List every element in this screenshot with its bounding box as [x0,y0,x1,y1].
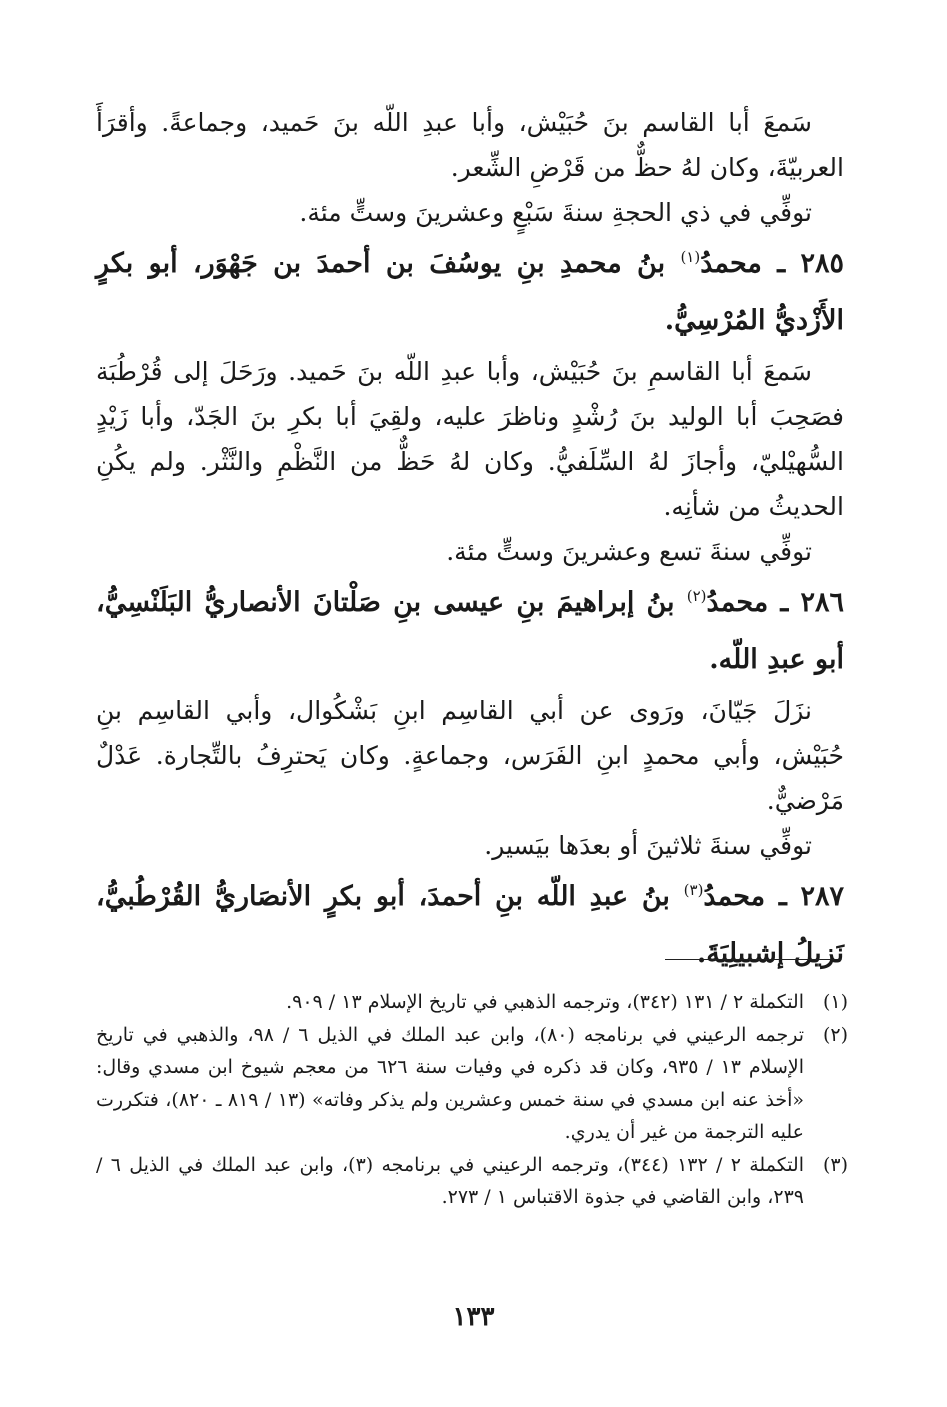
footnote-ref: (١) [680,248,701,266]
entry-name: محمدُ [703,881,766,912]
footnote [96,1149,848,1214]
footnote-separator [665,959,841,960]
entry-number: ٢٨٥ [800,248,844,279]
entry-lineage: بنُ محمدِ بنِ يوسُفَ بن أحمدَ بن جَهْوَر، أبو بكرٍ الأَزْديُّ المُرْسِيُّ. [96,248,844,336]
footnote-ref: (٢) [686,587,707,605]
entry-heading-285: ٢٨٥ ـ محمدُ$^{(١)}$ بنُ محمدِ بنِ يوسُفَ بن أحمدَ بن جَهْوَر، أبو بكرٍ الأَزْديُّ المُرْسِيُّ. [96,248,844,336]
entry-lineage: بنُ عبدِ اللّه بنِ أحمدَ، أبو بكرٍ الأنصَاريُّ القُرْطُبيُّ، نَزيلُ إشبيلِيَةَ. [96,881,844,969]
paragraph: نزَلَ جَيّانَ، ورَوى عن أبي القاسِم ابنِ بَشْكُوال، وأبي القاسِم بنِ حُبَيْش، وأبي محمدٍ ابنِ الفَرَس، وجماعةٍ. وكان يَحترِفُ بالتِّجارة. عَدْلٌ مَرْضيٌّ. [96,696,844,815]
paragraph: سَمعَ أبا القاسمِ بنَ حُبَيْش، وأبا عبدِ اللّه بنَ حَميد. ورَحَلَ إلى قُرْطُبَة فصَحِبَ أبا الوليد بنَ رُشْدٍ وناظرَ عليه، ولقِيَ أبا بكرِ بنَ الجَدّ، وأبا زَيْدٍ السُّهيْليّ، وأجازَ لهُ السِّلَفيُّ. وكان لهُ حَظٌّ من النَّظْمِ والنَّثْر. ولم يكُنِ الحديثُ من شأنِه. [96,357,844,521]
entry-heading-287: ٢٨٧ ـ محمدُ$^{(٣)}$ بنُ عبدِ اللّه بنِ أحمدَ، أبو بكرٍ الأنصَاريُّ القُرْطُبيُّ، نَزيلُ إشبيلِيَةَ. [96,881,844,969]
footnotes [96,986,848,1214]
entry-number: ٢٨٧ [800,881,844,912]
footnote-text: التكملة ٢ / ١٣١ (٣٤٢)، وترجمه الذهبي في تاريخ الإسلام ١٣ / ٩٠٩. [286,991,804,1013]
entry-heading-286: ٢٨٦ ـ محمدُ$^{(٢)}$ بنُ إبراهيمَ بنِ عيسى بنِ صَلْتانَ الأنصاريُّ البَلَنْسِيُّ، أبو عبدِ اللّه. [96,587,844,675]
footnote-number: (٣) [822,1153,848,1176]
footnote-ref: (٣) [683,881,704,899]
entry-name: محمدُ [700,248,762,279]
entry-lineage: بنُ إبراهيمَ بنِ عيسى بنِ صَلْتانَ الأنصاريُّ البَلَنْسِيُّ، أبو عبدِ اللّه. [96,587,844,675]
paragraph: توفِّي سنةَ ثلاثينَ أو بعدَها بيَسير. [484,831,812,860]
footnote [96,986,848,1019]
footnote-number: (٢) [822,1023,848,1046]
paragraph: سَمعَ أبا القاسم بنَ حُبَيْش، وأبا عبدِ اللّه بنَ حَميد، وجماعةً. وأقرَأَ العربيّةَ، وكان لهُ حظٌّ من قَرْضِ الشِّعر. [96,108,844,182]
footnote-text: ترجمه الرعيني في برنامجه (٨٠)، وابن عبد الملك في الذيل ٦ / ٩٨، والذهبي في تاريخ الإسلام ١٣ / ٩٣٥، وكان قد ذكره في وفيات سنة ٦٢٦ من معجم شيوخ ابن مسدي وقال: «أخذ عنه ابن مسدي في سنة خمس وعشرين ولم يذكر وفاته» (١٣ / ٨١٩ ـ ٨٢٠)، فتكررت عليه الترجمة من غير أن يدري. [96,1023,805,1143]
footnote [96,1019,848,1149]
paragraph: توفِّي سنةَ تسع وعشرينَ وستٍّ مئة. [446,537,812,566]
entry-number: ٢٨٦ [800,587,844,618]
footnote-number: (١) [822,991,848,1013]
entry-name: محمدُ [706,587,769,618]
paragraph: توفِّي في ذي الحجةِ سنةَ سَبْعٍ وعشرينَ وستٍّ مئة. [299,198,812,227]
main-text [96,100,844,982]
page-number: ١٣٣ [452,1302,495,1332]
footnote-text: التكملة ٢ / ١٣٢ (٣٤٤)، وترجمه الرعيني في برنامجه (٣)، وابن عبد الملك في الذيل ٦ / ٢٣٩، وابن القاضي في جذوة الاقتباس ١ / ٢٧٣. [96,1153,804,1208]
